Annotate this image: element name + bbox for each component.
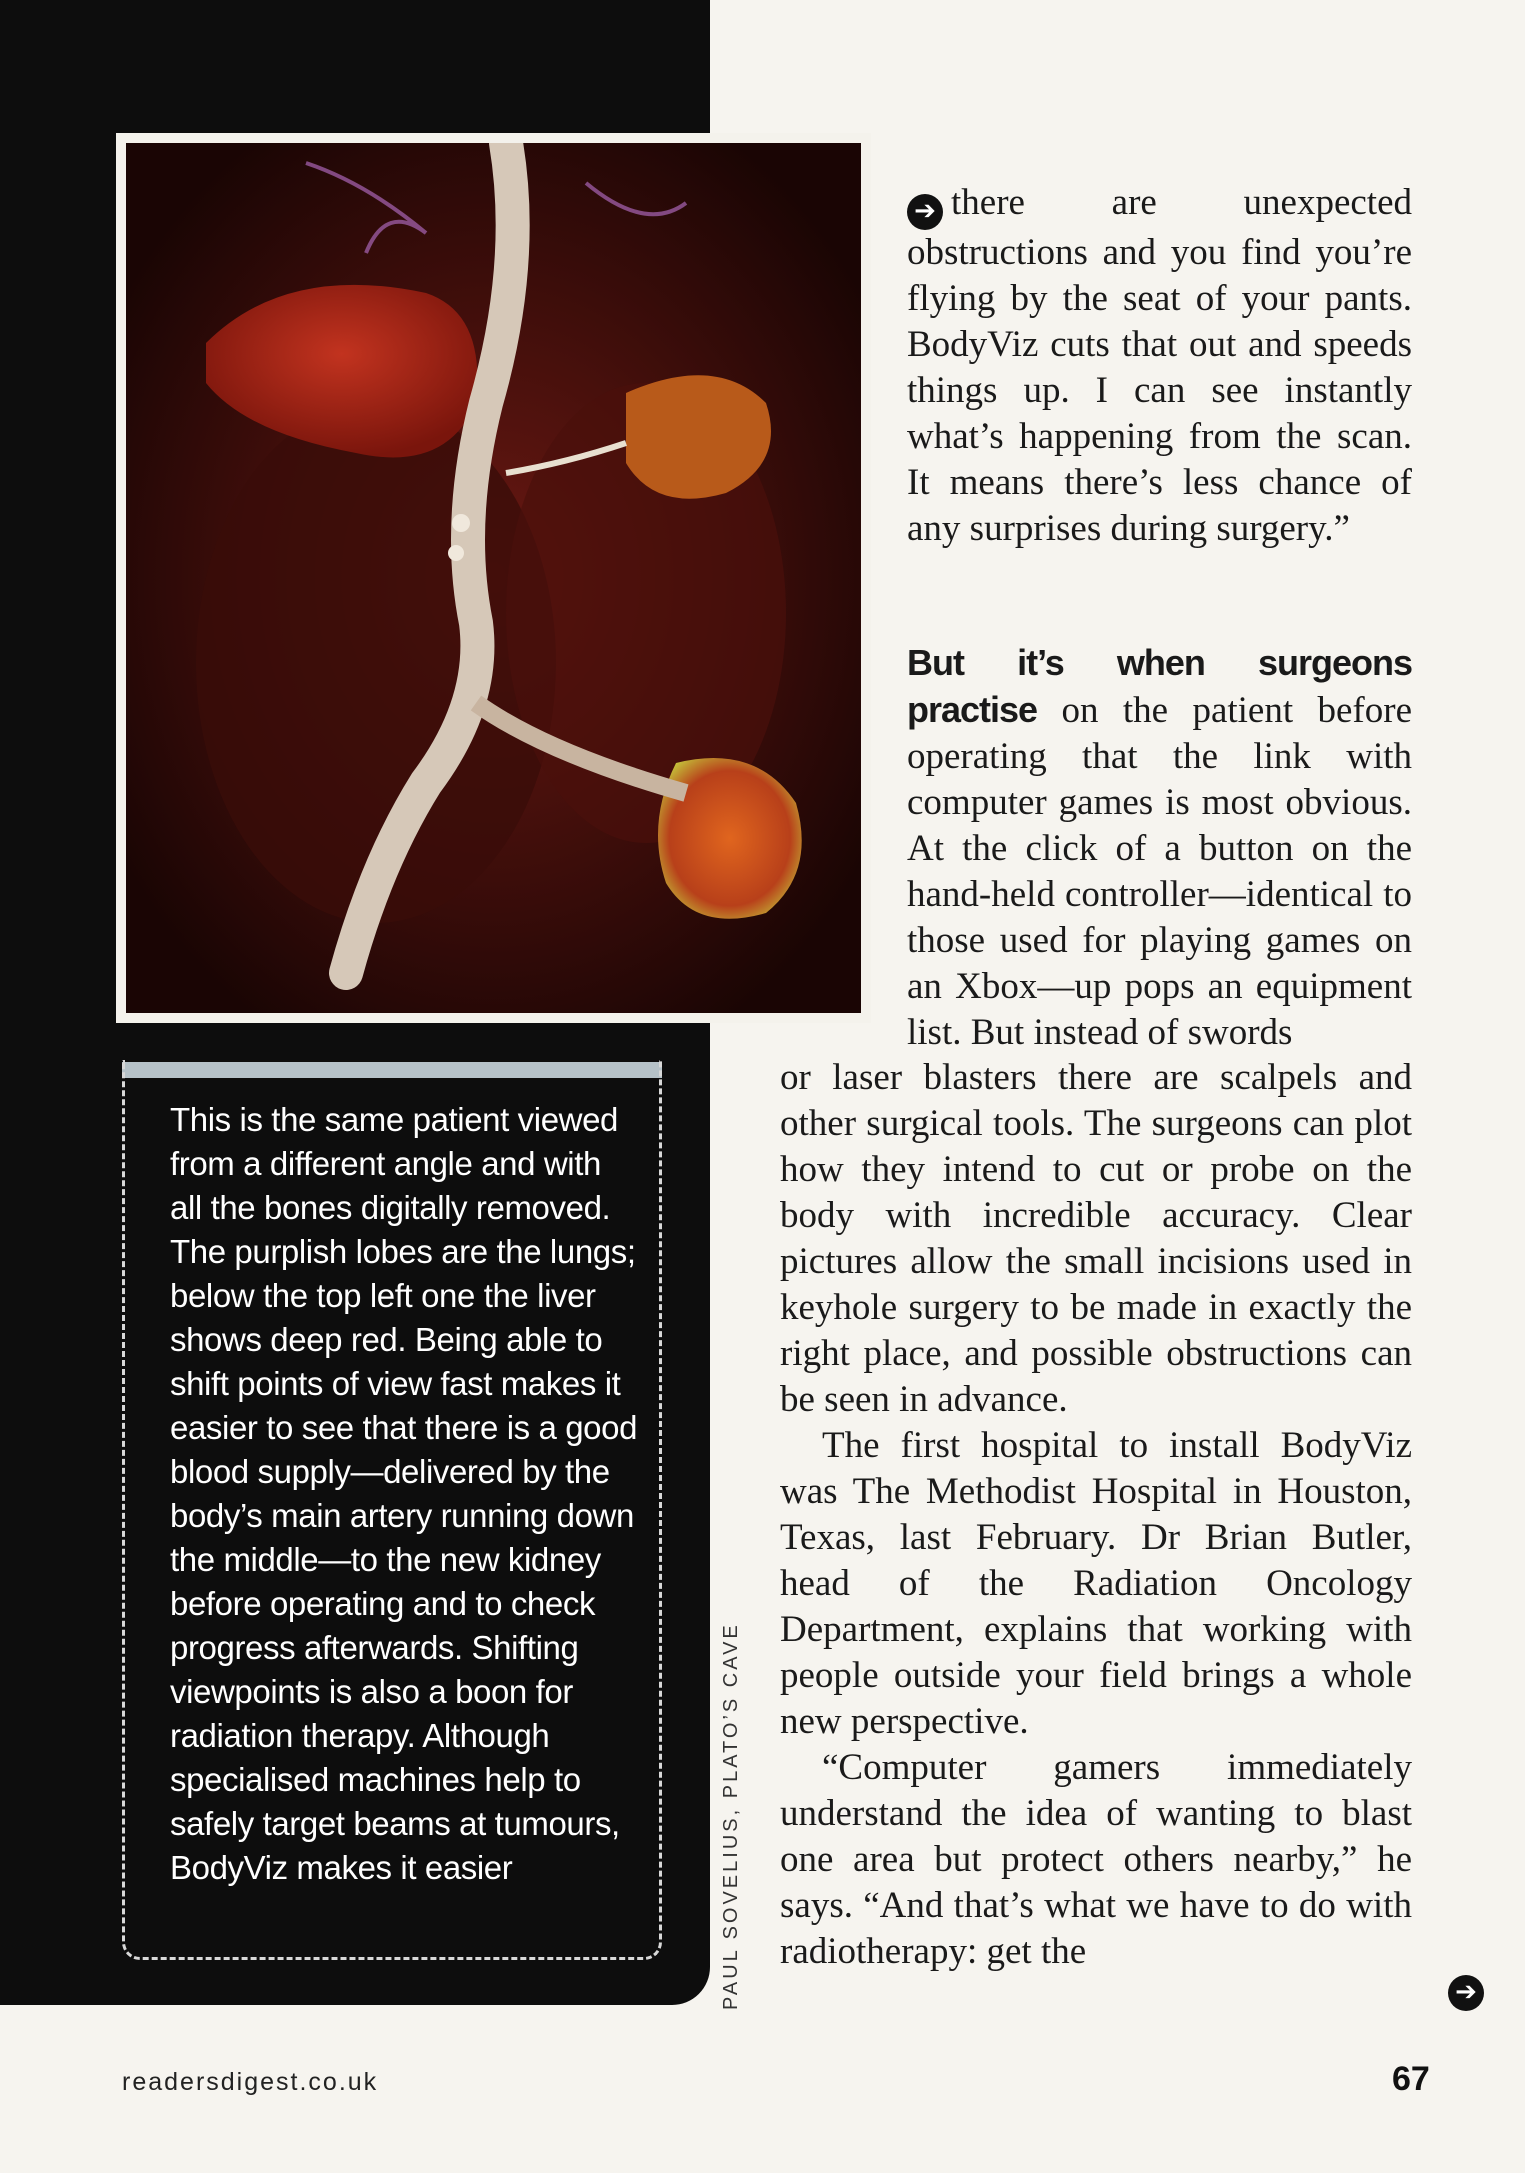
- medical-scan-photo-frame: [116, 133, 871, 1023]
- medical-scan-image: [126, 143, 861, 1013]
- paragraph-text: there are unexpected obstructions and you find you’re flying by the seat of your pants. BodyViz cuts that out and speeds things up. I can see instantly what’s happening from the scan. It means there’s less chance of any surprises during surgery.”: [907, 182, 1412, 549]
- article-paragraph-continued: [907, 180, 1412, 552]
- image-caption: [170, 1098, 640, 1890]
- section-paragraph-continued: or laser blasters there are scalpels and other surgical tools. The surgeons can plot how they intend to cut or probe on the body with incredible accuracy. Clear pictures allow the small incisions used in keyhole surgery to be made in exactly the right place, and possible obstructions can be seen in advance.: [780, 1057, 1412, 1420]
- photo-credit: PAUL SOVELIUS, PLATO’S CAVE: [720, 1622, 742, 2010]
- article-paragraph: “Computer gamers immediately understand the idea of wanting to blast one area but protect others nearby,” he says. “And that’s what we have to do with radiotherapy: get the: [780, 1747, 1412, 1972]
- article-paragraph: The first hospital to install BodyViz was The Methodist Hospital in Houston, Texas, last February. Dr Brian Butler, head of the Radiation Oncology Department, explains that working with people outside your field brings a whole new perspective.: [780, 1425, 1412, 1742]
- footer-url: readersdigest.co.uk: [122, 2068, 379, 2096]
- article-column-middle: [907, 640, 1412, 1056]
- caption-text: This is the same patient viewed from a different angle and with all the bones digitally removed. The purplish lobes are the lungs; below the top left one the liver shows deep red. Being able to shift points of view fast makes it easier to see that there is a good blood supply—delivered by the body’s main artery running down the middle—to the new kidney before operating and to check progress afterwards. Shifting viewpoints is also a boon for radiation therapy. Although specialised machines help to safely target beams at tumours, BodyViz makes it easier: [170, 1101, 638, 1886]
- page-number: 67: [1392, 2060, 1430, 2098]
- paragraph-text: on the patient before operating that the link with computer games is most obvious. At the click of a button on the hand-held controller—identical to those used for playing games on an Xbox—up pops an equipment list. But instead of swords: [907, 690, 1412, 1053]
- continue-arrow-icon: ➔: [1448, 1975, 1484, 2011]
- continue-arrow-icon: ➔: [907, 194, 943, 230]
- page-margin-top: [710, 0, 1525, 130]
- scan-illustration: [126, 143, 861, 1013]
- section-lead-in: But it’s when surgeons practise: [907, 642, 1412, 730]
- article-column-bottom: [780, 1055, 1412, 1975]
- section-paragraph: [907, 640, 1412, 1056]
- article-column-top: [907, 180, 1412, 552]
